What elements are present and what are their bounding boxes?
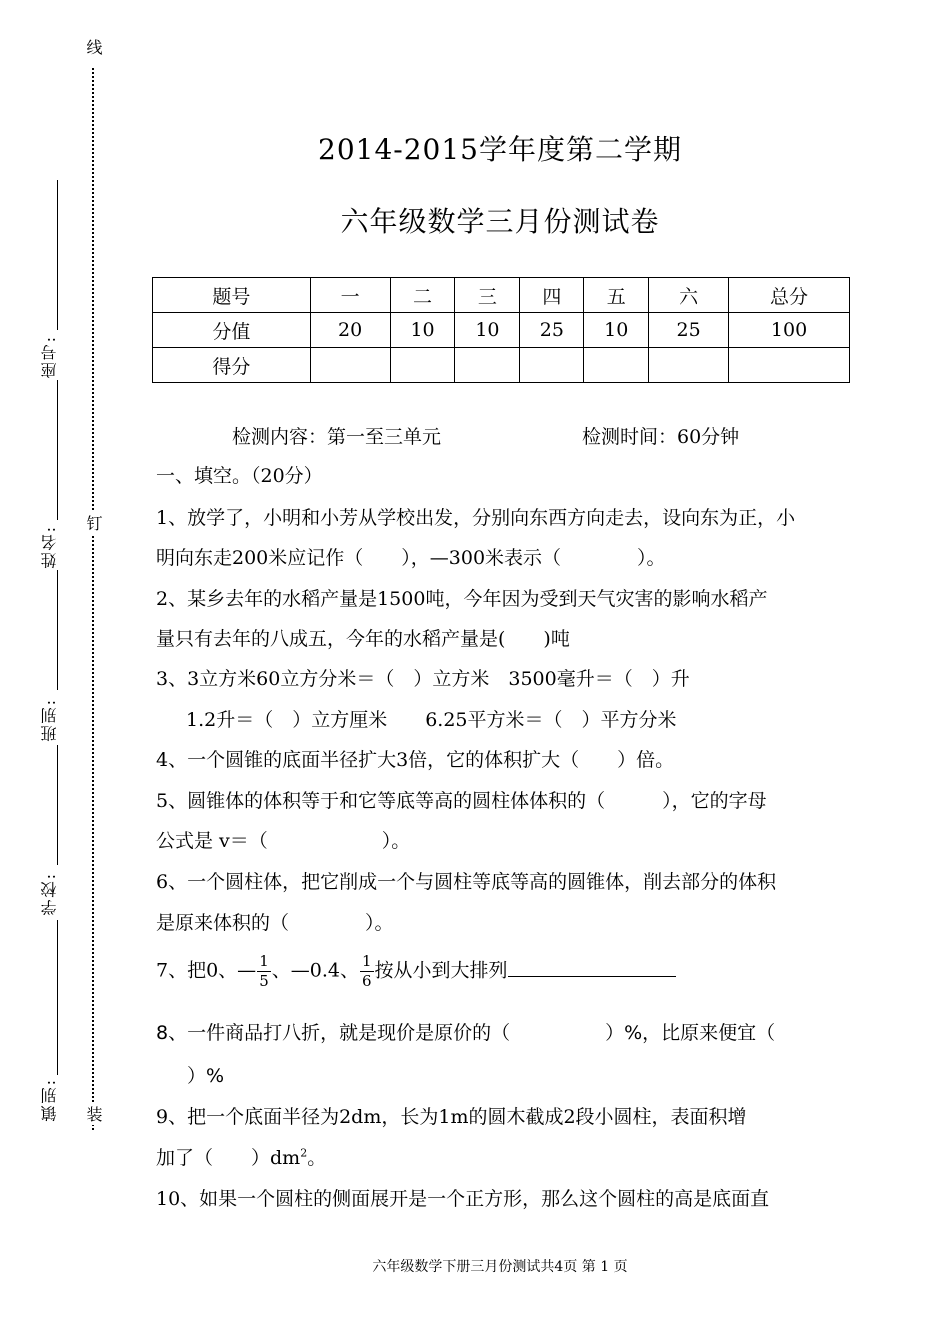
school-label: 学校: — [40, 872, 59, 916]
question-2-line-1: 2、某乡去年的水稻产量是1500吨，今年因为受到天气灾害的影响水稻产 — [156, 588, 768, 610]
binding-char-ding: 钉 — [82, 512, 105, 534]
question-8-percent-1: ）% — [605, 1022, 643, 1044]
table-row-header — [153, 278, 850, 313]
question-7-prefix: 7、把0、— — [156, 959, 257, 982]
question-7-middle: 、—0.4、 — [271, 959, 359, 982]
question-10-line-1: 10、如果一个圆柱的侧面展开是一个正方形，那么这个圆柱的高是底面直 — [156, 1188, 770, 1210]
page-title-term: 2014-2015学年度第二学期 — [318, 133, 682, 166]
table-cell: 三 — [455, 278, 520, 313]
question-8-line-1 — [156, 1018, 775, 1045]
question-1-line-2: 明向东走200米应记作（ ），—300米表示（ ）。 — [156, 547, 666, 569]
score-entry-cell[interactable] — [390, 348, 455, 383]
seat-label: 座号: — [40, 335, 59, 379]
table-cell: 10 — [455, 313, 520, 348]
fraction-numerator: 1 — [259, 952, 269, 970]
superscript: 2 — [300, 1146, 308, 1160]
score-entry-cell[interactable] — [729, 348, 850, 383]
town-line — [57, 1035, 58, 1075]
question-7 — [156, 952, 676, 991]
table-cell: 一 — [310, 278, 390, 313]
table-cell: 五 — [584, 278, 649, 313]
question-9-line-2 — [156, 1143, 326, 1170]
fraction-one-sixth — [360, 952, 374, 991]
town-label: 镇别: — [40, 1078, 59, 1122]
table-cell: 二 — [390, 278, 455, 313]
table-cell: 总分 — [729, 278, 850, 313]
score-entry-cell[interactable] — [649, 348, 729, 383]
score-entry-cell[interactable] — [584, 348, 649, 383]
table-row-values — [153, 313, 850, 348]
page-title-exam: 六年级数学三月份测试卷 — [340, 205, 660, 238]
test-content: 检测内容：第一至三单元 — [232, 426, 442, 448]
table-cell: 四 — [520, 278, 584, 313]
table-cell: 100 — [729, 313, 850, 348]
fraction-denominator: 6 — [361, 972, 372, 990]
table-cell: 六 — [649, 278, 729, 313]
score-entry-cell[interactable] — [310, 348, 390, 383]
section-heading: 一、填空。（20分） — [156, 465, 323, 487]
table-cell: 题号 — [153, 278, 311, 313]
table-row-scores — [153, 348, 850, 383]
test-time: 检测时间：60分钟 — [582, 426, 740, 448]
name-line — [57, 570, 58, 690]
table-cell: 25 — [520, 313, 584, 348]
question-8-number: 8 — [156, 1022, 169, 1044]
name-label: 姓名: — [40, 525, 59, 569]
seat-line-2 — [57, 380, 58, 520]
question-3-line-1: 3、3立方米60立方分米＝（ ）立方米 3500毫升＝（ ）升 — [156, 668, 690, 690]
fraction-one-fifth — [257, 952, 271, 991]
question-1-line-1: 1、放学了，小明和小芳从学校出发，分别向东西方向走去，设向东为正，小 — [156, 507, 796, 529]
fraction-denominator: 5 — [259, 972, 269, 990]
question-5-line-1: 5、圆锥体的体积等于和它等底等高的圆柱体体积的（ ），它的字母 — [156, 790, 767, 812]
answer-blank[interactable] — [508, 958, 676, 977]
table-cell: 分值 — [153, 313, 311, 348]
class-label: 班别: — [40, 698, 59, 742]
question-8-text-b: ，比原来便宜（ — [642, 1022, 776, 1044]
question-9-line-1: 9、把一个底面半径为2dm，长为1m的圆木截成2段小圆柱，表面积增 — [156, 1106, 747, 1128]
score-entry-cell[interactable] — [520, 348, 584, 383]
question-9-text: 加了（ ）dm — [156, 1147, 301, 1169]
question-6-line-1: 6、一个圆柱体，把它削成一个与圆柱等底等高的圆锥体，削去部分的体积 — [156, 871, 777, 893]
score-table — [152, 277, 850, 383]
question-5-line-2: 公式是 v＝（ ）。 — [156, 830, 411, 852]
question-7-suffix: 按从小到大排列 — [374, 959, 508, 982]
table-cell: 10 — [584, 313, 649, 348]
seat-line — [57, 180, 58, 330]
question-9-end: 。 — [307, 1147, 327, 1169]
question-3-line-2: 1.2升＝（ ）立方厘米 6.25平方米＝（ ）平方分米 — [186, 709, 677, 731]
score-entry-cell[interactable] — [455, 348, 520, 383]
question-8-line-2 — [187, 1061, 224, 1088]
binding-char-xian: 线 — [82, 36, 105, 58]
binding-dotted-line — [92, 68, 94, 1130]
table-cell: 得分 — [153, 348, 311, 383]
question-2-line-2: 量只有去年的八成五，今年的水稻产量是( )吨 — [156, 628, 570, 650]
question-6-line-2: 是原来体积的（ ）。 — [156, 912, 394, 934]
question-8-percent-2: ）% — [187, 1065, 225, 1087]
question-8-text-a: 、一件商品打八折，就是现价是原价的（ — [168, 1022, 606, 1044]
page-footer: 六年级数学下册三月份测试共4页 第 1 页 — [372, 1259, 628, 1275]
fraction-numerator: 1 — [361, 952, 372, 970]
class-line — [57, 745, 58, 865]
binding-char-zhuang: 装 — [82, 1103, 105, 1125]
table-cell: 25 — [649, 313, 729, 348]
table-cell: 20 — [310, 313, 390, 348]
question-4: 4、一个圆锥的底面半径扩大3倍，它的体积扩大（ ）倍。 — [156, 749, 675, 771]
table-cell: 10 — [390, 313, 455, 348]
